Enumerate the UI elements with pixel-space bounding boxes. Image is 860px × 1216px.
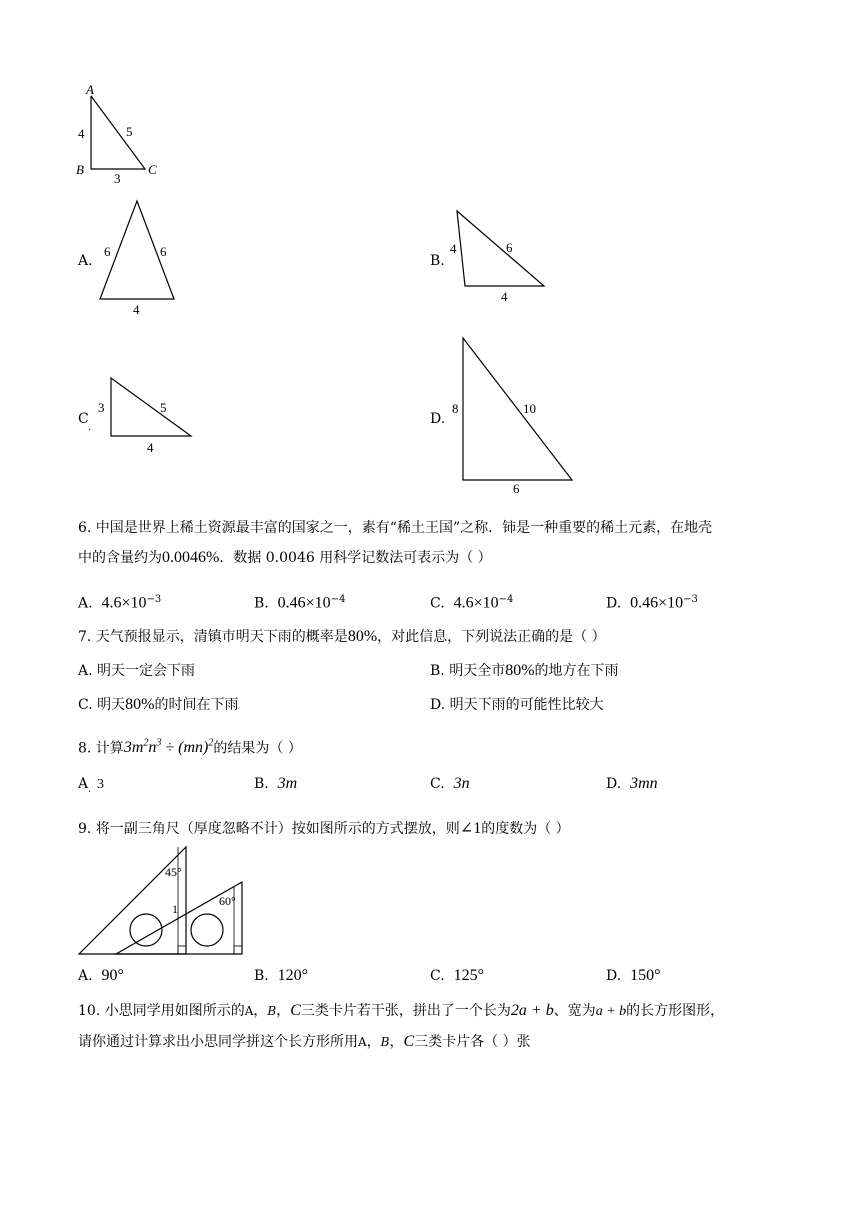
q9-option-c-label: C. [430,968,445,984]
q6-option-b-mantissa: 0.46×10 [277,594,331,612]
side-bc-label: 3 [114,171,121,186]
q8-option-d-label: D. [606,776,622,792]
q6-line2-post: ．数据 0.0046 用科学记数法可表示为（ ） [219,550,492,566]
q10-line1-post: 的长方形图形， [626,1003,725,1019]
q7-option-b[interactable] [430,661,619,681]
q5-b-side-base: 4 [501,289,508,304]
q10-line1-mid: 三类卡片若干张，拼出了一个长为 [300,1003,511,1019]
q6-option-d[interactable] [606,590,698,614]
q6-option-b[interactable] [254,590,345,614]
q5-option-a-triangle[interactable] [95,196,185,320]
angle-60-label: 60° [219,894,236,908]
q8-option-d-value: 3mn [630,775,658,792]
q8-option-c[interactable] [430,774,470,794]
q10-width-expr: a + b [595,1004,627,1019]
q7-stem-post: ，对此信息，下列说法正确的是（ ） [377,629,606,645]
q9-stem [78,819,570,839]
q5-a-side-base: 4 [133,302,140,317]
q10-line1-pre: 10. 小思同学用如图所示的 [78,1003,245,1019]
q9-stem-angle: ∠1 [459,820,482,837]
q8-expr-n: n [148,739,157,757]
q9-option-b-label: B. [254,968,269,984]
q10-line2-post: 三类卡片各（ ）张 [414,1034,531,1050]
q10-line2-sep-1: ， [366,1034,381,1050]
q8-option-c-label: C. [430,776,445,792]
q8-option-b[interactable] [254,774,297,794]
set-squares-figure [76,844,248,958]
q5-a-side-right: 6 [160,244,167,259]
q9-stem-pre: 9. 将一副三角尺（厚度忽略不计）按如图所示的方式摆放，则 [78,821,460,837]
q6-option-d-label: D. [606,595,622,612]
q8-expr-exp1: 2 [143,738,149,749]
q9-option-c[interactable] [430,966,484,986]
q6-option-a[interactable] [78,590,161,614]
q5-d-side-left: 8 [452,401,459,416]
q10-stem-line1 [78,1001,724,1022]
q9-option-a-value: 90° [101,967,124,984]
q5-b-side-hyp: 6 [506,240,513,255]
q7-option-c[interactable] [78,695,238,715]
q7-option-b-pre: B. 明天全市 [430,663,506,679]
q5-c-side-left: 3 [98,400,105,415]
q10-card-c: C [290,1002,301,1019]
q9-option-b-value: 120° [277,967,309,984]
q8-option-c-value: 3n [453,775,470,792]
q8-expr-base: 3m [123,739,144,757]
q9-option-d-value: 150° [630,967,661,984]
q5-d-side-hyp: 10 [523,401,536,416]
q6-option-b-exp: −4 [330,594,346,605]
q9-option-c-value: 125° [453,967,484,984]
q8-option-a-value: 3 [97,777,105,792]
q10-line2-card-a: A [358,1035,367,1049]
side-ac-label: 5 [126,124,133,139]
q6-option-c-mantissa: 4.6×10 [453,594,499,612]
vertex-b-label: B [76,162,84,177]
q6-option-c-label: C. [430,595,445,612]
q5-b-side-left: 4 [450,241,457,256]
q8-option-d[interactable] [606,774,658,794]
q6-option-c-exp: −4 [498,594,514,605]
q10-line1-mid2: 、宽为 [553,1003,596,1019]
q8-expr-exp3: 2 [208,738,214,749]
q6-option-d-exp: −3 [683,594,698,605]
q9-option-a[interactable] [78,966,124,986]
q7-stem-pre: 7. 天气预报显示，清镇市明天下雨的概率是 [78,629,348,645]
vertex-a-label: A [86,82,94,97]
q6-stem-line1: 6. 中国是世界上稀土资源最丰富的国家之一，素有“稀土王国”之称．铈是一种重要的稀土元素，在地壳 [78,520,713,536]
q8-expression [124,739,214,756]
q5-option-a-label[interactable]: A. [78,253,93,269]
q5-option-d-triangle[interactable] [448,333,578,495]
q9-option-b[interactable] [254,966,308,986]
q7-option-c-post: 的时间在下雨 [154,697,239,713]
angle-45-label: 45° [165,865,182,879]
q7-option-d[interactable]: D. 明天下雨的可能性比较大 [430,697,604,713]
q10-sep-1: ， [253,1003,268,1019]
q8-stem [78,734,302,758]
q9-option-a-label: A. [78,968,93,984]
q5-option-c-label[interactable]: C [78,411,89,427]
q5-a-side-left: 6 [104,244,111,259]
q5-c-side-base: 4 [147,440,154,455]
q6-option-c[interactable] [430,590,513,614]
q6-option-a-exp: −3 [146,594,162,605]
q6-line2-pre: 中的含量约为 [78,550,162,566]
q8-option-a-label: A [78,776,89,792]
q7-stem-value: 80% [347,628,378,645]
q9-option-d-label: D. [606,968,622,984]
q7-option-c-pre: C. 明天 [78,697,126,713]
q8-option-b-label: B. [254,776,269,792]
q7-option-c-value: 80% [125,696,155,713]
q7-option-a[interactable]: A. 明天一定会下雨 [78,663,196,679]
q10-line2-card-c: C [403,1033,415,1050]
q6-option-a-label: A. [78,595,93,612]
vertex-c-label: C [148,162,157,177]
q6-option-b-label: B. [254,595,269,612]
q10-sep-2: ， [276,1003,291,1019]
q10-card-b: B [267,1004,277,1018]
q9-stem-post: 的度数为（ ） [481,821,570,837]
q5-option-b-triangle[interactable] [445,205,555,305]
q8-stem-pre: 8. 计算 [78,740,124,757]
q6-option-d-mantissa: 0.46×10 [630,594,684,612]
q10-line2-pre: 请你通过计算求出小思同学拼这个长方形所用 [78,1034,358,1050]
q8-expr-exp2: 3 [156,738,162,749]
q7-option-b-value: 80% [505,662,535,679]
q10-line2-sep-2: ， [389,1034,404,1050]
q10-line2-card-b: B [380,1035,390,1049]
q5-option-b-label[interactable]: B. [430,253,445,269]
q5-option-c-triangle[interactable] [95,372,195,458]
q8-option-a-dot: . [88,784,92,795]
q6-value: 0.0046% [162,549,220,566]
q10-length-expr: 2a + b [510,1002,554,1019]
q6-option-a-mantissa: 4.6×10 [101,594,147,612]
angle-1-label: 1 [172,902,178,916]
q10-card-a: A [244,1004,254,1018]
side-ab-label: 4 [78,126,85,141]
q7-option-b-post: 的地方在下雨 [534,663,619,679]
q7-stem [78,627,606,647]
q5-d-side-base: 6 [513,481,520,495]
q8-expr-div: ÷ (mn) [161,739,209,757]
reference-triangle-figure [70,82,170,188]
q8-stem-post: 的结果为（ ） [213,740,302,757]
q9-option-d[interactable] [606,966,661,986]
q8-option-b-value: 3m [277,775,298,792]
q6-stem-line2 [78,548,492,568]
q10-stem-line2 [78,1032,531,1052]
q5-option-d-label[interactable]: D. [430,411,446,427]
q5-c-side-hyp: 5 [160,400,167,415]
q5-option-c-dot: . [88,422,92,433]
